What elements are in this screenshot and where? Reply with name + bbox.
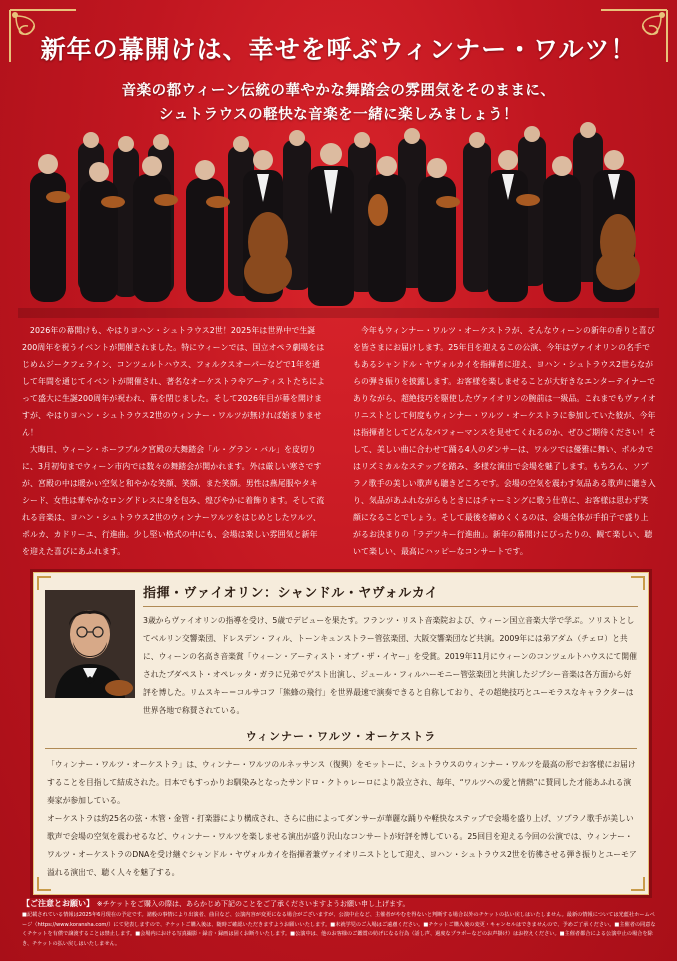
orchestra-group-photo bbox=[18, 122, 659, 318]
notice-text: ■記載されている情報は2025年6月現在の予定です。諸般の事情により出演者、曲目など、公演内容が変更になる場合がございますが、公演中止など、主催者がやむを得ないと判断する場合以外のチケットの払い戻しはいたしません。最新の情報については光藍社ホームページ（https://www.koransha.com/）にて発表しますので、チケットご購入後は、随時ご確認いただきますようお願いいたします。■未就学児のご入場はご遠慮ください。■チケットご購入後の変更・キャンセルはできませんので、予めご了承ください。■主催者の同意なくチケットを有償で譲渡することは禁止します。■会場内における写真撮影・録音・録画は固くお断りいたします。■公演中は、他のお客様のご鑑賞の妨げになる行為（話し声、過度なプラボーなどのお声掛け）はお控えください。■主催者都合による公演中止の場合を除き、チケットの払い戻しはいたしません。 bbox=[22, 912, 656, 947]
orchestra-paragraph: 「ウィンナー・ワルツ・オーケストラ」は、ウィンナー・ワルツのルネッサンス（復興）をモットーに、シュトラウスのウィンナー・ワルツを最高の形でお客様にお届けすることを目指して結成された。日本でもすっかりお馴染みとなったサンドロ・クトゥレーロにより設立され、毎年、“ワルツへの愛と情熱”に賛同した才能あふれる演奏家が参加している。 bbox=[47, 760, 636, 805]
panel-corner-ornament bbox=[37, 576, 51, 590]
conductor-divider bbox=[143, 606, 638, 607]
orchestra-paragraph: オーケストラは約25名の弦・木管・金管・打楽器により構成され、さらに曲によってダンサーが華麗な踊りや軽快なステップで会場を盛り上げ、ソプラノ歌手が美しい歌声で会場の空気を震わせるなど、ウィンナー・ワルツを楽しませる演出が盛り沢山なコンサートが好評を博している。25回目を迎える今回の公演では、ウィンナー・ワルツ・オーケストラのDNAを受け継ぐシャンドル・ヤヴォルカイを指揮者兼ヴァイオリニストとして迎え、ヨハン・シュトラウス2世を彷彿させる弾き振りとユーモア溢れる演出で、聴く人々を魅了する。 bbox=[47, 814, 637, 877]
intro-right-column bbox=[353, 322, 656, 560]
notice-title: 【ご注意とお願い】 bbox=[22, 899, 94, 908]
conductor-bio: 3歳からヴァイオリンの指導を受け、5歳でデビューを果たす。フランツ・リスト音楽院および、ウィーン国立音楽大学で学ぶ。ソリストとしてベルリン交響楽団、ドレスデン・フィル、トーンキュンストラー管弦楽団、大阪交響楽団など共演。2009年には弟アダム（チェロ）と共に、ウィーンの名高き音楽賞「ウィーン・アーティスト・オブ・ザ・イヤー」を受賞。2019年11月にウィーンのコンツェルトハウスにて開催されたブダペスト・オペレッタ・ガラに兄弟でゲスト出演し、ジュール・フィルハーモニー管弦楽団と共演したジプシー音楽は各方面から好評を博した。リムスキー＝コルサコフ「熊蜂の飛行」を世界最速で演奏できると自称しており、その超絶技巧とユーモラスなキャラクターは世界各地で称賛されている。 bbox=[143, 616, 637, 715]
intro-left-column bbox=[22, 322, 325, 560]
subtitle-line-2: シュトラウスの軽快な音楽を一緒に楽しみましょう！ bbox=[158, 106, 519, 123]
notice-section bbox=[22, 898, 656, 949]
orchestra-title: ウィンナー・ワルツ・オーケストラ bbox=[245, 730, 437, 743]
intro-left-paragraph: 2026年の幕開けも、やはりヨハン・シュトラウス2世！2025年は世界中で生誕200周年を祝うイベントが開催されました。特にウィーンでは、国立オペラ劇場をはじめムジークフェライン、コンツェルトハウス、フォルクスオーパーなどで1年を通して年間を通じてイベントが開催され、著名なオーケストラやアーティストたちによって盛大に生誕200周年が祝われ、幕を閉じました。そして2026年目が幕を開けますが、やはりヨハン・シュトラウス2世のウィンナー・ワルツが無ければ始まりません！ bbox=[22, 326, 325, 437]
orchestra-divider bbox=[45, 748, 637, 749]
subtitle-line-1: 音楽の都ウィーン伝統の華やかな舞踏会の雰囲気をそのままに、 bbox=[121, 82, 556, 99]
notice-heading bbox=[22, 898, 656, 909]
notice-lead: ※チケットをご購入の際は、あらかじめ下記のことをご了承くださいますようお願い申し上げます。 bbox=[96, 900, 410, 908]
conductor-title: 指揮・ヴァイオリン：シャンドル・ヤヴォルカイ bbox=[143, 586, 439, 601]
conductor-portrait bbox=[45, 590, 135, 698]
panel-corner-ornament bbox=[631, 576, 645, 590]
intro-right-paragraph: 今年もウィンナー・ワルツ・オーケストラが、そんなウィーンの新年の香りと喜びを皆さまにお届けします。25年目を迎えるこの公演、今年はヴァイオリンの名手でもあるシャンドル・ヤヴォルカイを指揮者に迎え、ヨハン・シュトラウス2世らながらの弾き振りを披露します。お客様を楽しませることが大好きなエンターテイナーでありながら、超絶技巧を駆使したヴァイオリンの腕前は一級品。これまでもヴァイオリニストとして何度もウィンナー・ワルツ・オーケストラに参加していた彼が、今年は指揮者としてどんなパフォーマンスを見せてくれるのか、ぜひご期待ください！そして、美しい曲に合わせて踊る4人のダンサーは、ワルツでは優雅に舞い、ポルカではリズミカルなステップを踏み、多様な演出で会場を魅了します。もちろん、ソプラノ歌手の美しい歌声も聴きどころです。会場の空気を震わす気品ある歌声に聴き入り、気品があふれながらもときにはチャーミングに歌う仕草に、お客様は思わず笑顔になることでしょう。そして最後を締めくくるのは、会場全体が手拍子で盛り上がるお決まりの「ラデツキー行進曲」。新年の幕開けにぴったりの、観て楽しい、聴いて楽しい、最高にハッピーなコンサートです。 bbox=[353, 326, 657, 556]
orchestra-description bbox=[47, 756, 637, 882]
intro-left-paragraph: 大晦日、ウィーン・ホーフブルク宮殿の大舞踏会「ル・グラン・バル」を皮切りに、3月初旬までウィーン市内では数々の舞踏会が開かれます。外は厳しい寒さですが、宮殿の中は暖かい空気と和やかな笑顔、笑顔、また笑顔。男性は燕尾服やタキシード、女性は華やかなロングドレスに身を包み、煌びやかに着飾ります。そして流れる音楽は、ヨハン・シュトラウス2世のウィンナーワルツをはじめとしたワルツ、ポルカ、カドリーユ、行進曲。少し堅い格式の中にも、会場は楽しい雰囲気と新年を迎えた喜びにあふれます。 bbox=[22, 445, 325, 556]
headline: 新年の幕開けは、幸せを呼ぶウィンナー・ワルツ！ bbox=[40, 35, 637, 64]
profile-panel bbox=[30, 569, 652, 898]
